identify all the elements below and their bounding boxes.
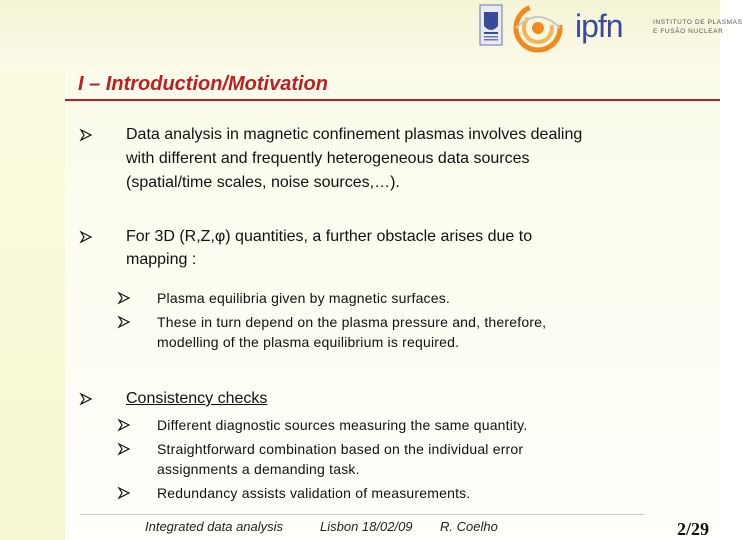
bullet-2-sub-1: Plasma equilibria given by magnetic surfaces. (157, 290, 451, 306)
arrow-subbullet-icon (118, 419, 130, 431)
footer-title: Integrated data analysis (145, 519, 284, 534)
arrow-subbullet-icon (118, 487, 130, 499)
bullet-3-heading: Consistency checks (126, 390, 268, 407)
left-band (0, 0, 65, 540)
bullet-2-line-1: For 3D (R,Z,φ) quantities, a further obstacle arises due to (126, 228, 533, 245)
slide-title: I – Introduction/Motivation (78, 73, 328, 95)
bullet-2-sub-2-line-2: modelling of the plasma equilibrium is required. (157, 334, 460, 350)
ipfn-logo-subtitle (653, 18, 743, 36)
bullet-1-line-2: with different and frequently heterogeneous data sources (126, 150, 530, 167)
ipfn-subtitle-line1: INSTITUTO DE PLASMAS (653, 19, 743, 26)
bullet-3-sub-2-line-1: Straightforward combination based on the individual error (157, 441, 524, 457)
arrow-subbullet-icon (118, 443, 130, 455)
page-number: 2/29 (677, 519, 710, 539)
bullet-3-sub-1: Different diagnostic sources measuring the same quantity. (157, 417, 528, 433)
university-shield-logo (479, 4, 503, 46)
arrow-bullet-icon (80, 231, 92, 243)
ipfn-swirl-logo (510, 2, 570, 54)
arrow-subbullet-icon (118, 292, 130, 304)
bullet-3-sub-3: Redundancy assists validation of measurements. (157, 485, 471, 501)
bullet-2-line-2: mapping : (126, 251, 197, 268)
footer-location-date: Lisbon 18/02/09 (320, 519, 413, 534)
ipfn-subtitle-line2: E FUSÃO NUCLEAR (653, 28, 724, 35)
footer-rule (80, 514, 645, 515)
arrow-bullet-icon (80, 393, 92, 405)
bullet-1-line-1: Data analysis in magnetic confinement plasmas involves dealing (126, 126, 583, 143)
arrow-subbullet-icon (118, 316, 130, 328)
bullet-1-line-3: (spatial/time scales, noise sources,…). (126, 174, 400, 191)
bullet-2-sub-2-line-1: These in turn depend on the plasma pressure and, therefore, (157, 314, 547, 330)
ipfn-logo-text: ipfn (575, 8, 623, 44)
arrow-bullet-icon (80, 129, 92, 141)
footer-author: R. Coelho (440, 519, 498, 534)
title-underline-rule (65, 99, 720, 101)
bullet-3-sub-2-line-2: assignments a demanding task. (157, 461, 360, 477)
